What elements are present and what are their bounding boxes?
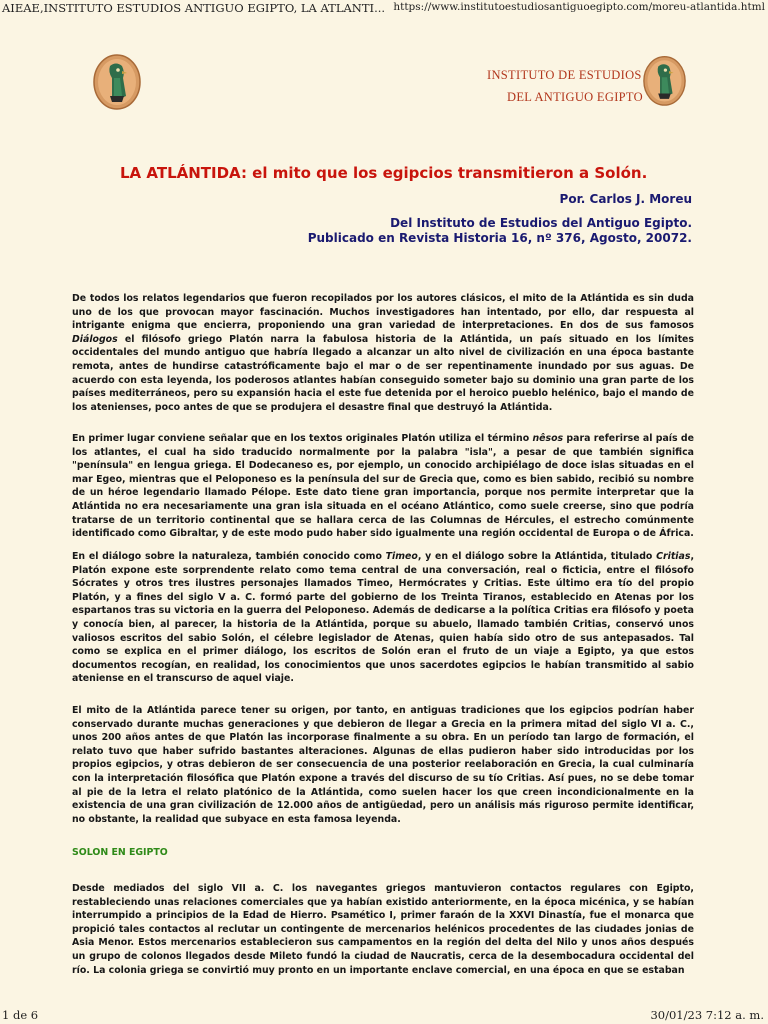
page-number: 1 de 6	[2, 1008, 39, 1022]
title-rest: : el mito que los egipcios transmitieron a Solón.	[240, 164, 648, 182]
author: Por. Carlos J. Moreu	[559, 192, 692, 206]
publication: Publicado en Revista Historia 16, nº 376, Agosto, 20072.	[307, 231, 692, 245]
print-datetime: 30/01/23 7:12 a. m.	[650, 1008, 764, 1022]
institute-name-line2: DEL ANTIGUO EGIPTO	[507, 90, 643, 104]
section-heading: SOLON EN EGIPTO	[72, 847, 168, 858]
paragraph-3: En el diálogo sobre la naturaleza, también conocido como Timeo, y en el diálogo sobre la Atlántida, titulado Critias, Platón expone este sorprendente relato como tema central de una conversación, real o ficticia, entre el filósofo Sócrates y otros tres ilustres personajes llamados Timeo, Hermócrates y Critias. Este último era tío del propio Platón, y a fines del siglo V a. C. formó parte del gobierno de los Treinta Tiranos, establecido en Atenas por los espartanos tras su victoria en la guerra del Peloponeso. Además de dedicarse a la política Critias era filósofo y poeta y conocía bien, al parecer, la historia de la Atlántida, porque su abuelo, llamado también Critias, conservó unos valiosos escritos del sabio Solón, el célebre legislador de Atenas, quien había sido otro de sus antepasados. Tal como se explica en el primer diálogo, los escritos de Solón eran el fruto de un viaje a Egipto, ya que estos documentos recogían, en realidad, los conocimientos que unos sacerdotes egipcios le habían transmitido al sabio ateniense en el transcurso de aquel viaje.	[72, 551, 694, 685]
paragraph-1: De todos los relatos legendarios que fueron recopilados por los autores clásicos, el mito de la Atlántida es sin duda uno de los que provocan mayor fascinación. Muchos investigadores han intentado, por ello, dar respuesta al intrigante enigma que encierra, proponiendo una gran variedad de interpretaciones. En dos de sus famosos Diálogos el filósofo griego Platón narra la fabulosa historia de la Atlántida, un país situado en los límites occidentales del mundo antiguo que habría llegado a alcanzar un alto nivel de civilización en una época bastante remota, antes de hundirse catastróficamente bajo el mar o de ser repentinamente inundado por sus aguas. De acuerdo con esta leyenda, los poderosos atlantes habían conseguido someter bajo su dominio una gran parte de los países mediterráneos, pero su expansión hacia el este fue detenida por el heroico pueblo helénico, bajo el mando de los atenienses, poco antes de que se produjera el desastre final que destruyó la Atlántida.	[72, 293, 694, 413]
article-title	[120, 164, 647, 182]
bird-emblem-icon	[642, 54, 687, 106]
bird-emblem-icon	[92, 52, 142, 110]
page-url[interactable]: https://www.institutoestudiosantiguoegipto.com/moreu-atlantida.html	[393, 1, 765, 13]
paragraph-5: Desde mediados del siglo VII a. C. los navegantes griegos mantuvieron contactos regulares con Egipto, restableciendo unas relaciones comerciales que ya habían existido anteriormente, en la época micénica, y se habían interrumpido a principios de la Edad de Hierro. Psamético I, primer faraón de la XXVI Dinastía, fue el monarca que propició tales contactos al reclutar un contingente de mercenarios helénicos procedentes de las ciudades jonias de Asia Menor. Estos mercenarios establecieron sus campamentos en la región del delta del Nilo y unos años después un grupo de colonos llegados desde Mileto fundó la ciudad de Naucratis, cerca de la desembocadura occidental del río. La colonia griega se convirtió muy pronto en un importante enclave comercial, en una época en que se estaban	[72, 883, 694, 976]
paragraph-2: En primer lugar conviene señalar que en los textos originales Platón utiliza el término nêsos para referirse al país de los atlantes, el cual ha sido traducido normalmente por la palabra "isla", a pesar de que también significa "península" en lengua griega. El Dodecaneso es, por ejemplo, un conocido archipiélago de doce islas situadas en el mar Egeo, mientras que el Peloponeso es la península del sur de Grecia que, como es bien sabido, recibió su nombre de un héroe legendario llamado Pélope. Este dato tiene gran importancia, porque nos permite interpretar que la Atlántida no era necesariamente una gran isla situada en el océano Atlántico, como suele creerse, sino que podría tratarse de un territorio continental que se hallara cerca de las Columnas de Hércules, el estrecho comúnmente identificado como Gibraltar, y de este modo pudo haber sido igualmente una región occidental de Europa o de África.	[72, 433, 694, 540]
affiliation: Del Instituto de Estudios del Antiguo Egipto.	[390, 216, 692, 230]
browser-tab-title: AIEAE,INSTITUTO ESTUDIOS ANTIGUO EGIPTO, LA ATLANTI...	[2, 1, 386, 15]
title-main: LA ATLÁNTIDA	[120, 164, 241, 182]
paragraph-4: El mito de la Atlántida parece tener su origen, por tanto, en antiguas tradiciones que los egipcios podrían haber conservado durante muchas generaciones y que debieron de llegar a Grecia en la primera mitad del siglo VI a. C., unos 200 años antes de que Platón las incorporase finalmente a su obra. En un período tan largo de formación, el relato tuvo que haber sufrido bastantes alteraciones. Algunas de ellas pudieron haber sido introducidas por los propios egipcios, y otras debieron de ser consecuencia de una posterior reelaboración en Grecia, la cual culminaría con la interpretación filosófica que Platón expone a través del discurso de su tío Critias. Así pues, no se debe tomar al pie de la letra el relato platónico de la Atlántida, como suelen hacer los que creen incondicionalmente en la existencia de una gran civilización de 12.000 años de antigüedad, pero un análisis más riguroso permite identificar, no obstante, la realidad que subyace en esta famosa leyenda.	[72, 705, 694, 825]
institute-name-line1: INSTITUTO DE ESTUDIOS	[487, 68, 642, 82]
